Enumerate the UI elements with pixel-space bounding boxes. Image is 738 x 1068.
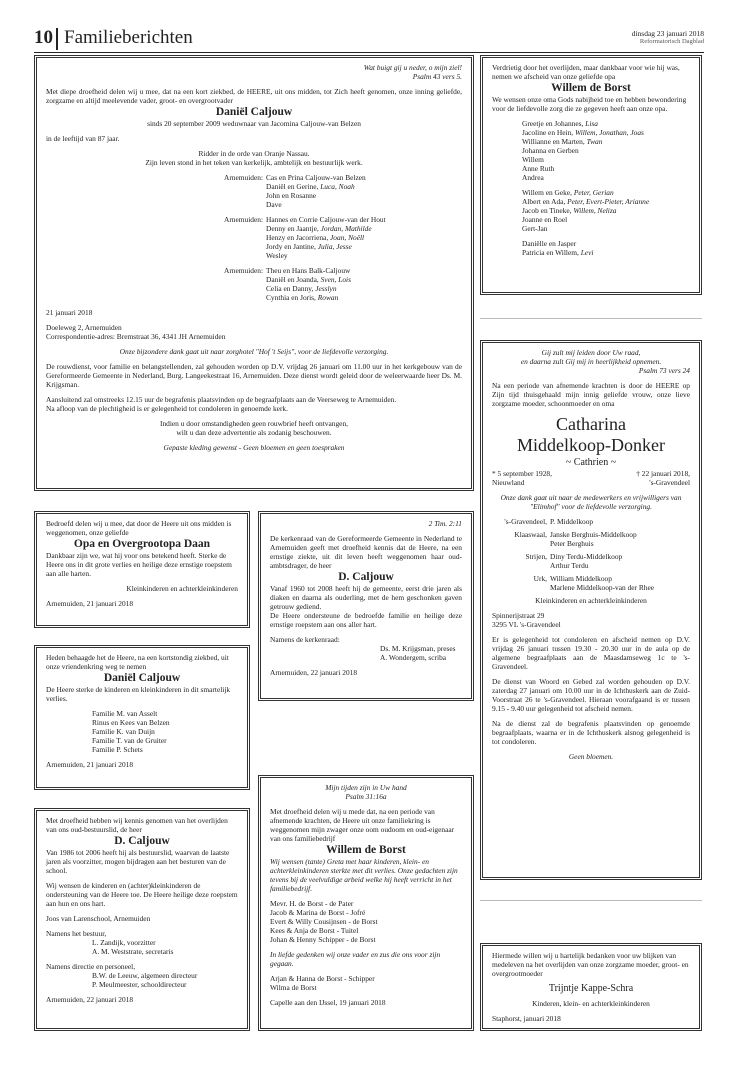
deceased-name: Opa en Overgrootopa Daan: [73, 538, 211, 550]
birth-date: * 5 september 1928,: [492, 469, 552, 478]
notice-footer: Capelle aan den IJssel, 19 januari 2018: [270, 998, 386, 1007]
verse-reference: Psalm 31:16a: [345, 792, 387, 801]
family-place: [210, 224, 266, 233]
family-group: [492, 552, 690, 570]
signer: A. Wondergem, scriba: [380, 653, 447, 662]
grandchild: Patricia en Willem, Levi: [522, 248, 594, 257]
notice-intro: Met droefheid delen wij u mede dat, na een periode van afnemende krachten, de Heere uit onze familiekring is weggenomen mijn zwager onze oom oudoom en oud-eigenaar van ons familiebedrijf: [270, 807, 455, 843]
family-place: Arnemuiden:: [224, 266, 263, 275]
family-member: Arthur Terdu: [550, 561, 589, 570]
separator-rule: [480, 900, 702, 901]
notice-kappe-schra: [480, 943, 702, 1031]
family-member: Henzy en Jacorriena, Joan, Noëll: [266, 233, 365, 242]
care-thanks: Onze bijzondere dank gaat uit naar zorghotel "Hof 't Seijs", voor de liefdevolle verzorging.: [119, 347, 389, 356]
service-info: De rouwdienst, voor familie en belangstellenden, zal gehouden worden op D.V. vrijdag 26 januari om 11.00 uur in het kerkgebouw van de Gereformeerde Gemeente in Nederland, Burg. Langeekestraat 16, Arnemuiden. Deze dienst wordt geleid door de weleerwaarde heer Ds. M. Krijgsman.: [46, 362, 462, 389]
verse-reference: Psalm 43 vers 5.: [412, 72, 462, 81]
family-member: Daniël en Gerine, Luca, Noah: [266, 182, 355, 191]
family-place: [492, 539, 550, 548]
deceased-last-name: Middelkoop-Donker: [517, 435, 665, 455]
family-place: [210, 233, 266, 242]
family-list: [92, 709, 238, 754]
family-member: Kees & Anja de Borst - Tuitel: [270, 926, 359, 935]
deceased-name: D. Caljouw: [338, 571, 394, 583]
deceased-name: Trijntje Kappe-Schra: [548, 983, 634, 994]
family-place: Klaaswaal,: [514, 530, 547, 539]
address: 3295 VL 's-Gravendeel: [492, 620, 561, 629]
grandchildren-group: [522, 188, 690, 233]
family-member: Jordy en Jantine, Julia, Jesse: [266, 242, 352, 251]
deceased-name: D. Caljouw: [114, 835, 170, 847]
family-place: 's-Gravendeel,: [504, 517, 547, 526]
family-group: [210, 266, 462, 302]
notice-footer: Arnemuiden, 21 januari 2018: [46, 760, 134, 769]
family-place: Arnemuiden:: [224, 215, 263, 224]
family-place: [210, 251, 266, 260]
board-signers: [92, 938, 238, 956]
family-member: Evert & Willy Cousijnsen - de Borst: [270, 917, 378, 926]
birth-place: Nieuwland: [492, 478, 525, 487]
family-member: Daniël en Joanda, Sven, Lois: [266, 275, 351, 284]
verse: Mijn tijden zijn in Uw hand: [325, 783, 407, 792]
grandchild: Johanna en Gerben: [522, 146, 579, 155]
notice-intro: Hiermede willen wij u hartelijk bedanken voor uw blijken van medeleven na het overlijden van onze zorgzame moeder, groot- en overgrootmoeder: [492, 951, 689, 978]
family-member: Familie M. van Asselt: [92, 709, 158, 718]
deceased-first-name: Catharina: [556, 414, 626, 434]
grandchild: Joanne en Roel: [522, 215, 568, 224]
grandchild: Andrea: [522, 173, 544, 182]
closing-line: Geen bloemen.: [568, 752, 614, 761]
family-member: Cynthia en Joris, Rowan: [266, 293, 339, 302]
notice-caljouw-friends: [34, 645, 250, 790]
signer: Ds. M. Krijgsman, preses: [380, 644, 456, 653]
notice-intro: Met diepe droefheid delen wij u mee, dat na een kort ziekbed, de HEERE, uit ons midden, tot Zich heeft genomen, onze inning geliefde, zorgzame en altijd meelevende vader, groot- en overgrootvader: [46, 87, 462, 105]
family-member: John en Rosanne: [266, 191, 317, 200]
family-group: [210, 173, 462, 209]
service-info: De dienst van Woord en Gebed zal worden gehouden op D.V. zaterdag 27 januari om 10.00 uur in de Ichthuskerk aan de Zuid-Voorstraat 26 te 's-Gravendeel. Hieraan voorafgaand is er tussen 9.15 - 9.40 uur gelegenheid tot afscheid nemen.: [492, 677, 690, 713]
verse: Gij zult mij leiden door Uw raad,: [541, 348, 641, 357]
page-number: 10: [34, 27, 53, 48]
widower-line: sinds 20 september 2009 weduwnaar van Jacomina Caljouw-van Belzen: [147, 119, 361, 128]
signer: P. Meulmeester, schooldirecteur: [92, 980, 187, 989]
notice-body: We wensen onze oma Gods nabijheid toe en hebben bewondering voor de liefdevolle zorg die ze gegeven heeft aan onze opa.: [492, 95, 687, 113]
grandchild: Greetje en Johannes, Lisa: [522, 119, 598, 128]
family-group: [492, 530, 690, 548]
section-title: Familieberichten: [64, 27, 193, 48]
header-divider: [56, 28, 58, 50]
family-member: William Middelkoop: [550, 574, 612, 583]
address: Spinnerijstraat 29: [492, 611, 545, 620]
grandchild: Willem en Geke, Peter, Gerian: [522, 188, 614, 197]
director-signers: [92, 971, 238, 989]
grandchild: Jacob en Tineke, Willem, Neliza: [522, 206, 617, 215]
family-place: [210, 182, 266, 191]
family-member: Diny Terdu-Middelkoop: [550, 552, 623, 561]
family-member: Familie K. van Duijn: [92, 727, 155, 736]
family-place: Strijen,: [525, 552, 547, 561]
family-member: Rinus en Kees van Belzen: [92, 718, 170, 727]
grandchild: Gert-Jan: [522, 224, 548, 233]
signature: Kleinkinderen en achterkleinkinderen: [126, 584, 238, 593]
family-member: Jacob & Marina de Borst - Jofré: [270, 908, 366, 917]
notice-caljouw-school: [34, 808, 250, 1031]
notice-body: Van 1986 tot 2006 heeft hij als bestuurslid, waarvan de laatste jaren als voorzitter, mogen bijdragen aan het besturen van de school.: [46, 848, 230, 875]
signature: Kinderen, klein- en achterkleinkinderen: [532, 999, 650, 1008]
correspondence-address: Correspondentie-adres: Bremstraat 36, 4341 JH Arnemuiden: [46, 332, 226, 341]
notice-body: De Heere sterke de kinderen en kleinkinderen in dit smartelijk verlies.: [46, 685, 231, 703]
verse-reference: 2 Tim. 2:11: [428, 519, 462, 528]
burial-info: Na de dienst zal de begrafenis plaatsvinden op genoemde begraafplaats, waarna er in de Ichthuskerk alsnog gelegenheid is tot condoleren.: [492, 719, 690, 746]
grandchildren-group: [522, 239, 690, 257]
grandchildren-line: Kleinkinderen en achterkleinkinderen: [535, 596, 647, 605]
life-places: [492, 478, 690, 487]
family-place: Urk,: [533, 574, 547, 583]
family-group: [210, 215, 462, 260]
family-member: Marlene Middelkoop-van der Rhee: [550, 583, 655, 592]
deceased-name: Willem de Borst: [551, 82, 631, 94]
death-date: † 22 januari 2018,: [636, 469, 690, 478]
issue-date: dinsdag 23 januari 2018: [631, 29, 704, 38]
mourning-note: wilt u dan deze advertentie als zodanig beschouwen.: [176, 428, 332, 437]
family-member: P. Middelkoop: [550, 517, 594, 526]
notice-body: Wij wensen de kinderen en (achter)kleinkinderen de ondersteuning van de Heere toe. De Heere heilige deze roepstem aan hun en ons hart.: [46, 881, 238, 908]
family-member: Familie P. Schets: [92, 745, 143, 754]
notice-caljouw-church: [258, 511, 474, 701]
family-member: Wilma de Borst: [270, 983, 317, 992]
newspaper-name: Reformatorisch Dagblad: [639, 38, 704, 45]
family-place: [492, 561, 550, 570]
wish-text: Wij wensen (tante) Greta met haar kinderen, klein- en achterkleinkinderen sterkte met dit verlies. Onze gedachten zijn tevens bij de veelvuldige arbeid welke hij heeft verricht in het familiebedrijf.: [270, 857, 458, 893]
family-list: [492, 517, 690, 592]
deceased-name: Willem de Borst: [326, 844, 406, 856]
family-member: Denny en Jaantje, Jordan, Mathilde: [266, 224, 372, 233]
verse: Wat buigt gij u neder, o mijn ziel!: [363, 63, 462, 72]
family-member: Johan & Henny Schipper - de Borst: [270, 935, 376, 944]
verse-reference: Psalm 73 vers 24: [638, 366, 690, 375]
notice-body: De Heere ondersteune de bedroefde familie en heilige deze ernstige roepstem aan ons aller hart.: [270, 611, 462, 629]
family-place: [210, 293, 266, 302]
notice-caljouw-family: [34, 55, 474, 491]
signer: L. Zandijk, voorzitter: [92, 938, 156, 947]
closing-line: Gepaste kleding gewenst - Geen bloemen en geen toespraken: [163, 443, 345, 452]
notice-intro: Met droefheid hebben wij kennis genomen van het overlijden van ons oud-bestuurslid, de heer: [46, 816, 228, 834]
signer: B.W. de Leeuw, algemeen directeur: [92, 971, 198, 980]
family-names: [270, 974, 462, 992]
family-place: [210, 200, 266, 209]
grandchild: Daniëlle en Jasper: [522, 239, 577, 248]
family-member: Theu en Hans Balk-Caljouw: [266, 266, 351, 275]
burial-info: Aansluitend zal omstreeks 12.15 uur de begrafenis plaatsvinden op de begraafplaats aan de Veerseweg te Arnemuiden.: [46, 395, 397, 404]
signers-label: Namens de kerkenraad:: [270, 635, 340, 644]
family-member: Hannes en Corrie Caljouw-van der Hout: [266, 215, 386, 224]
family-place: [210, 191, 266, 200]
notice-intro: Heden behaagde het de Heere, na een kortstondig ziekbed, uit onze vriendenkring weg te nemen: [46, 653, 229, 671]
family-place: [210, 275, 266, 284]
death-place: 's-Gravendeel: [649, 478, 690, 487]
condolence-info: Er is gelegenheid tot condoleren en afscheid nemen op D.V. vrijdag 26 januari tussen 19.30 - 20.30 uur in de aula op de algemene begraafplaats aan de Maasdamseweg 1c te 's-Gravendeel.: [492, 635, 690, 671]
family-member: Cas en Prina Caljouw-van Belzen: [266, 173, 366, 182]
notice-footer: Arnemuiden, 22 januari 2018: [46, 995, 134, 1004]
memory-text: In liefde gedenken wij onze vader en zus die ons voor zijn gegaan.: [270, 950, 441, 968]
grandchild: Willianne en Marten, Twan: [522, 137, 603, 146]
family-member: Wesley: [266, 251, 288, 260]
notice-intro: Verdrietig door het overlijden, maar dankbaar voor wie hij was, nemen we afscheid van onze geliefde opa: [492, 63, 680, 81]
family-member: Celia en Danny, Jesslyn: [266, 284, 337, 293]
family-place: [210, 242, 266, 251]
family-member: Janske Berghuis-Middelkoop: [550, 530, 637, 539]
signers: [380, 644, 462, 662]
family-member: Arjan & Hanna de Borst - Schipper: [270, 974, 375, 983]
page-header: [34, 26, 704, 52]
grandchild: Willem: [522, 155, 544, 164]
family-list: [46, 173, 462, 302]
notice-body: Dankbaar zijn we, wat hij voor ons betekend heeft. Sterke de Heere ons in dit grote verlies en heilige deze ernstige roepstem aan alle harten.: [46, 551, 232, 578]
family-member: Peter Berghuis: [550, 539, 594, 548]
mourning-note: Indien u door omstandigheden geen rouwbrief heeft ontvangen,: [160, 419, 348, 428]
family-member: Familie T. van de Gruiter: [92, 736, 167, 745]
notice-date: 21 januari 2018: [46, 308, 93, 317]
header-rule: [34, 52, 704, 53]
honor-line: Ridder in de orde van Oranje Nassau.: [198, 149, 310, 158]
grandchild: Jacoline en Hein, Willem, Jonathan, Joas: [522, 128, 644, 137]
notice-intro: Bedroefd delen wij u mee, dat door de Heere uit ons midden is weggenomen, onze geliefde: [46, 519, 232, 537]
family-member: Dave: [266, 200, 282, 209]
family-group: [492, 517, 690, 526]
family-member: Mevr. H. de Borst - de Pater: [270, 899, 354, 908]
care-thanks: Onze dank gaat uit naar de medewerkers en vrijwilligers van "Elimhof" voor de liefdevolle verzorging.: [500, 493, 682, 511]
family-names: [270, 899, 462, 944]
family-place: [210, 284, 266, 293]
deceased-name: Daniël Caljouw: [215, 106, 293, 118]
notice-intro: De kerkenraad van de Gereformeerde Gemeente in Nederland te Arnemuiden geeft met droefheid kennis dat de Heere, na een ernstige ziekte, uit dit leven heeft weggenomen haar oud-ambtsdrager, de heer: [270, 534, 462, 570]
family-place: Arnemuiden:: [224, 173, 263, 182]
address: Doeleweg 2, Arnemuiden: [46, 323, 122, 332]
notice-deborst-family: [258, 775, 474, 1031]
nickname: ~ Cathrien ~: [565, 457, 617, 468]
school-name: Joos van Larenschool, Arnemuiden: [46, 914, 151, 923]
signer: A. M. Weststrate, secretaris: [92, 947, 174, 956]
grandchild: Albert en Ada, Peter, Evert-Pieter, Arianne: [522, 197, 650, 206]
notice-footer: Staphorst, januari 2018: [492, 1014, 561, 1023]
life-dates: [492, 469, 690, 478]
verse: en daarna zult Gij mij in heerlijkheid opnemen.: [520, 357, 662, 366]
notice-intro: Na een periode van afnemende krachten is door de HEERE op Zijn tijd thuisgehaald mijn innig geliefde vrouw, onze lieve zorgzame moeder, schoonmoeder en oma: [492, 381, 690, 408]
notice-footer: Arnemuiden, 21 januari 2018: [46, 599, 134, 608]
deceased-name: Daniël Caljouw: [103, 672, 181, 684]
honor-line: Zijn leven stond in het teken van kerkelijk, ambtelijk en bestuurlijk werk.: [145, 158, 363, 167]
notice-body: Vanaf 1960 tot 2008 heeft hij de gemeente, eerst drie jaren als diaken en daarna als ouderling, met de hem geschonken gaven getrouw gediend.: [270, 584, 462, 611]
directors-label: Namens directie en personeel,: [46, 962, 136, 971]
notice-footer: Arnemuiden, 22 januari 2018: [270, 668, 358, 677]
age-line: in de leeftijd van 87 jaar.: [46, 134, 120, 143]
board-label: Namens het bestuur,: [46, 929, 107, 938]
notice-deborst-grandchildren: [480, 55, 702, 295]
separator-rule: [480, 318, 702, 319]
grandchild: Anne Ruth: [522, 164, 555, 173]
condolence-info: Na afloop van de plechtigheid is er gelegenheid tot condoleren in genoemde kerk.: [46, 404, 288, 413]
grandchildren-group: [522, 119, 690, 182]
notice-middelkoop: [480, 340, 702, 880]
family-place: [492, 583, 550, 592]
notice-opa-daan: [34, 511, 250, 628]
family-group: [492, 574, 690, 592]
